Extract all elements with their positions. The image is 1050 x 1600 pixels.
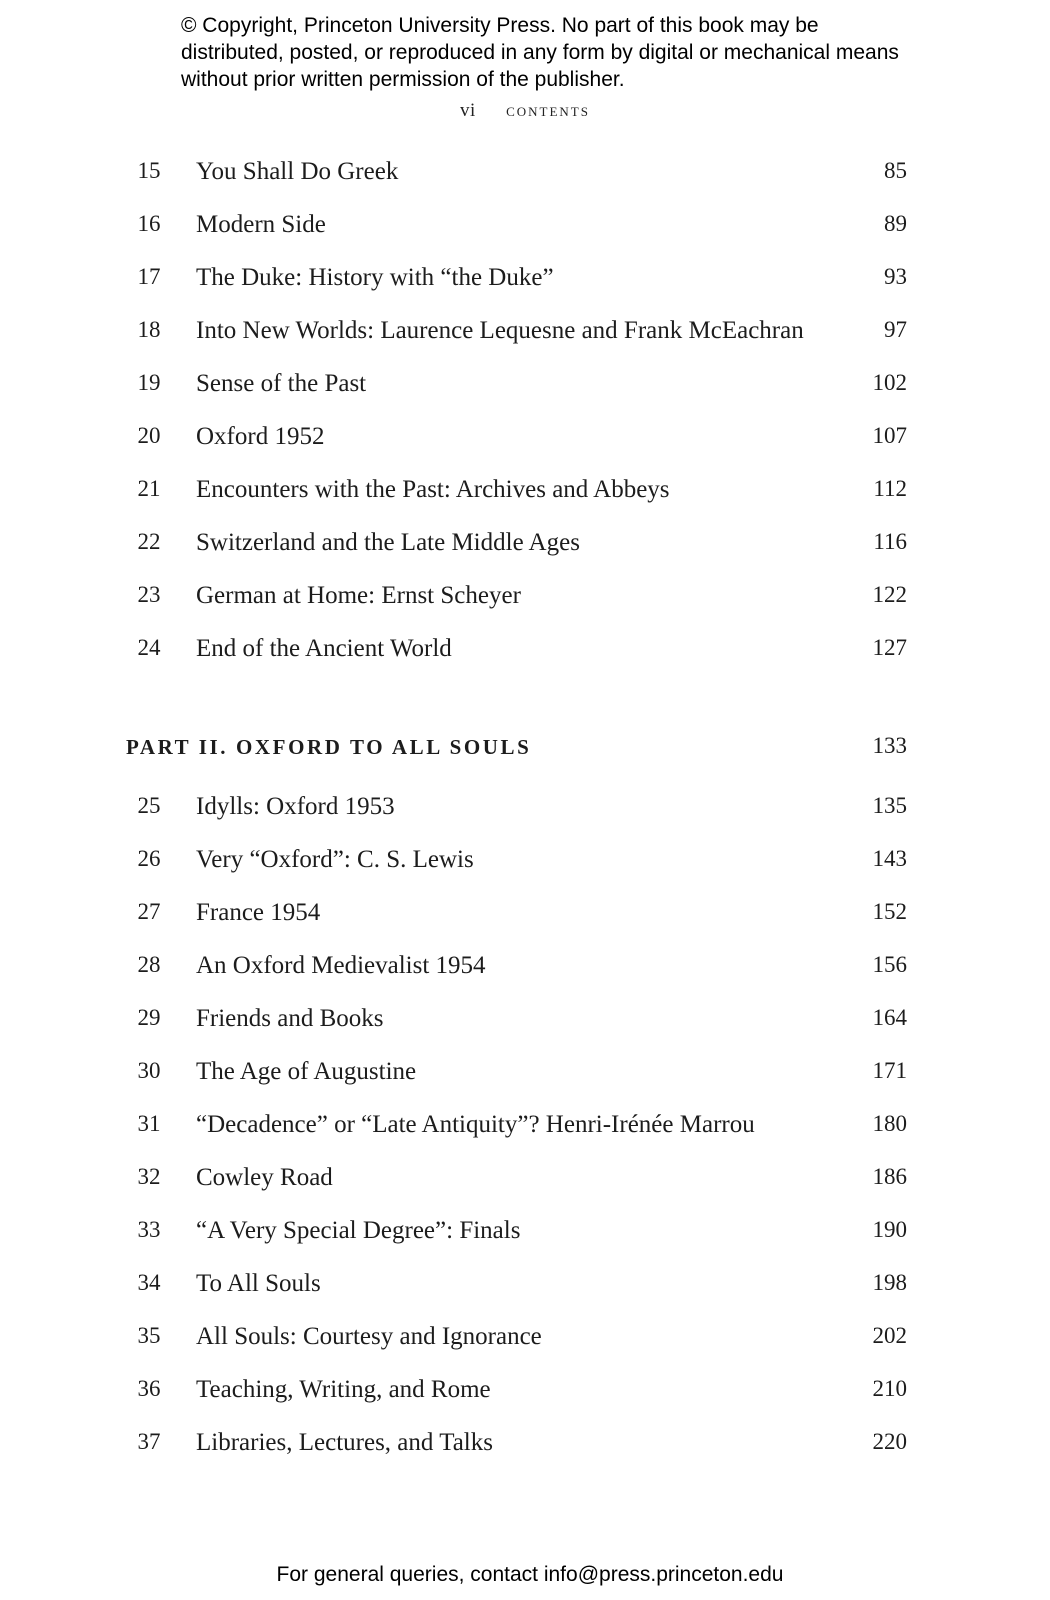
chapter-number: 37 bbox=[137, 1429, 161, 1454]
page-number: 171 bbox=[872, 1058, 907, 1083]
page-number: 116 bbox=[873, 529, 907, 554]
chapter-number: 22 bbox=[137, 529, 161, 554]
chapter-title: Into New Worlds: Laurence Lequesne and Frank McEachran bbox=[196, 317, 804, 344]
toc-entry bbox=[0, 264, 1050, 304]
chapter-title: Very “Oxford”: C. S. Lewis bbox=[196, 846, 474, 873]
chapter-number: 28 bbox=[137, 952, 161, 977]
toc-entry bbox=[0, 370, 1050, 410]
toc-entry bbox=[0, 211, 1050, 251]
chapter-title: Encounters with the Past: Archives and Abbeys bbox=[196, 476, 670, 503]
chapter-title: Teaching, Writing, and Rome bbox=[196, 1376, 491, 1403]
running-head bbox=[0, 100, 1050, 122]
chapter-number: 31 bbox=[137, 1111, 161, 1136]
chapter-title: Idylls: Oxford 1953 bbox=[196, 793, 395, 820]
chapter-number: 25 bbox=[137, 793, 161, 818]
page-number: 85 bbox=[884, 158, 907, 183]
part-title: PART II. OXFORD TO ALL SOULS bbox=[126, 735, 532, 759]
page-folio: vi bbox=[460, 100, 476, 121]
chapter-title: End of the Ancient World bbox=[196, 635, 452, 662]
toc-entry bbox=[0, 635, 1050, 675]
chapter-number: 23 bbox=[137, 582, 161, 607]
part-page-number: 133 bbox=[872, 733, 907, 758]
chapter-title: “Decadence” or “Late Antiquity”? Henri-Irénée Marrou bbox=[196, 1111, 755, 1138]
toc-entry bbox=[0, 899, 1050, 939]
chapter-number: 15 bbox=[137, 158, 161, 183]
page-number: 143 bbox=[872, 846, 907, 871]
running-title: contents bbox=[506, 100, 590, 121]
page-number: 127 bbox=[872, 635, 907, 660]
footer-contact: For general queries, contact info@press.princeton.edu bbox=[276, 1563, 784, 1586]
chapter-title: France 1954 bbox=[196, 899, 321, 926]
chapter-number: 24 bbox=[137, 635, 161, 660]
chapter-title: Switzerland and the Late Middle Ages bbox=[196, 529, 580, 556]
toc-entry bbox=[0, 1111, 1050, 1151]
toc-entry bbox=[0, 1376, 1050, 1416]
page-number: 102 bbox=[872, 370, 907, 395]
chapter-number: 20 bbox=[137, 423, 161, 448]
page-number: 112 bbox=[873, 476, 907, 501]
toc-entry bbox=[0, 952, 1050, 992]
chapter-number: 17 bbox=[137, 264, 161, 289]
copyright-notice: © Copyright, Princeton University Press. No part of this book may be distributed, posted, or reproduced in any form by digital or mechanical means without prior written permission of the publisher. bbox=[181, 14, 899, 91]
chapter-number: 33 bbox=[137, 1217, 161, 1242]
toc-entry bbox=[0, 1164, 1050, 1204]
page-number: 190 bbox=[872, 1217, 907, 1242]
chapter-title: Modern Side bbox=[196, 211, 326, 238]
chapter-title: Oxford 1952 bbox=[196, 423, 325, 450]
chapter-title: An Oxford Medievalist 1954 bbox=[196, 952, 486, 979]
chapter-number: 19 bbox=[137, 370, 161, 395]
page-number: 186 bbox=[872, 1164, 907, 1189]
chapter-title: You Shall Do Greek bbox=[196, 158, 399, 185]
page-number: 202 bbox=[872, 1323, 907, 1348]
chapter-number: 27 bbox=[137, 899, 161, 924]
chapter-title: The Age of Augustine bbox=[196, 1058, 417, 1085]
page-number: 164 bbox=[872, 1005, 907, 1030]
toc-entry bbox=[0, 158, 1050, 198]
chapter-number: 34 bbox=[137, 1270, 161, 1295]
toc-entry bbox=[0, 1005, 1050, 1045]
chapter-title: Libraries, Lectures, and Talks bbox=[196, 1429, 493, 1456]
chapter-title: Friends and Books bbox=[196, 1005, 384, 1032]
toc-entry bbox=[0, 1429, 1050, 1469]
chapter-title: Cowley Road bbox=[196, 1164, 333, 1191]
page-number: 89 bbox=[884, 211, 907, 236]
toc-entry bbox=[0, 1217, 1050, 1257]
chapter-number: 29 bbox=[137, 1005, 161, 1030]
page-number: 198 bbox=[872, 1270, 907, 1295]
toc-entry bbox=[0, 846, 1050, 886]
chapter-number: 18 bbox=[137, 317, 161, 342]
chapter-title: All Souls: Courtesy and Ignorance bbox=[196, 1323, 542, 1350]
toc-entry bbox=[0, 793, 1050, 833]
page-number: 135 bbox=[872, 793, 907, 818]
toc-entry bbox=[0, 317, 1050, 357]
chapter-number: 30 bbox=[137, 1058, 161, 1083]
chapter-title: German at Home: Ernst Scheyer bbox=[196, 582, 521, 609]
page-number: 180 bbox=[872, 1111, 907, 1136]
toc-entry bbox=[0, 423, 1050, 463]
chapter-number: 26 bbox=[137, 846, 161, 871]
page-number: 107 bbox=[872, 423, 907, 448]
chapter-title: Sense of the Past bbox=[196, 370, 367, 397]
page-number: 220 bbox=[872, 1429, 907, 1454]
page-number: 122 bbox=[872, 582, 907, 607]
chapter-number: 32 bbox=[137, 1164, 161, 1189]
page-number: 93 bbox=[884, 264, 907, 289]
toc-entry bbox=[0, 1058, 1050, 1098]
toc-entry bbox=[0, 529, 1050, 569]
chapter-title: “A Very Special Degree”: Finals bbox=[196, 1217, 521, 1244]
page-number: 210 bbox=[872, 1376, 907, 1401]
toc-entry bbox=[0, 476, 1050, 516]
chapter-number: 16 bbox=[137, 211, 161, 236]
toc-entry bbox=[0, 1270, 1050, 1310]
chapter-number: 21 bbox=[137, 476, 161, 501]
page-number: 152 bbox=[872, 899, 907, 924]
chapter-number: 35 bbox=[137, 1323, 161, 1348]
chapter-title: To All Souls bbox=[196, 1270, 321, 1297]
chapter-title: The Duke: History with “the Duke” bbox=[196, 264, 554, 291]
toc-entry bbox=[0, 582, 1050, 622]
toc-entry bbox=[0, 1323, 1050, 1363]
page-number: 97 bbox=[884, 317, 907, 342]
page-number: 156 bbox=[872, 952, 907, 977]
chapter-number: 36 bbox=[137, 1376, 161, 1401]
